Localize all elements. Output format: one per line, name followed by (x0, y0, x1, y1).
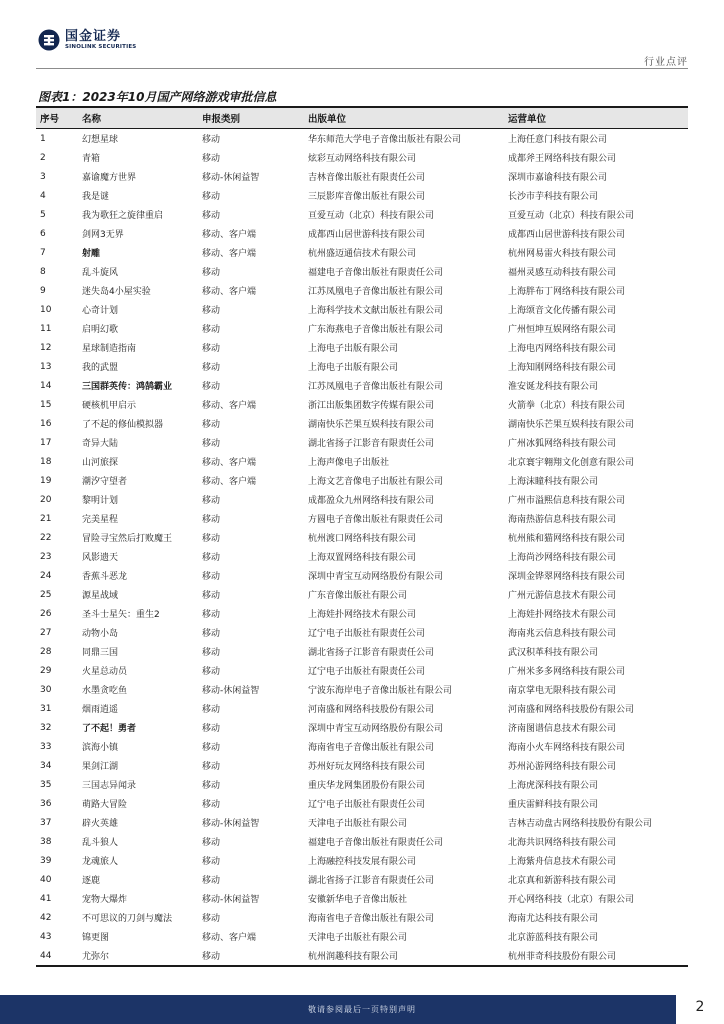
operator: 亘爱互动（北京）科技有限公司 (508, 211, 635, 221)
row-index: 23 (40, 551, 52, 562)
operator: 广州冰狐网络科技有限公司 (508, 439, 617, 449)
publisher: 海南省电子音像出版社有限公司 (308, 914, 435, 924)
game-name: 冒险寻宝然后打败魔王 (82, 534, 173, 544)
category: 移动 (202, 800, 221, 810)
publisher: 海南省电子音像出版社有限公司 (308, 743, 435, 753)
category: 移动 (202, 838, 221, 848)
category: 移动-休闲益智 (202, 895, 260, 905)
publisher: 河南盛和网络科技股份有限公司 (308, 705, 435, 715)
game-name: 三国群英传：鸿鹄霸业 (82, 382, 173, 392)
category: 移动、客户端 (202, 933, 257, 943)
publisher: 福建电子音像出版社有限责任公司 (308, 838, 444, 848)
table-row (36, 452, 688, 471)
category: 移动 (202, 876, 221, 886)
publisher: 吉林音像出版社有限责任公司 (308, 173, 426, 183)
row-index: 22 (40, 532, 52, 543)
row-index: 13 (40, 361, 52, 372)
operator: 海南尤达科技有限公司 (508, 914, 599, 924)
row-index: 12 (40, 342, 52, 353)
operator: 广州元游信息技术有限公司 (508, 591, 617, 601)
publisher: 上海文艺音像电子出版社有限公司 (308, 477, 444, 487)
table-row (36, 737, 688, 756)
logo-english-name: SINOLINK SECURITIES (65, 43, 137, 50)
game-name: 源星战域 (82, 591, 119, 601)
operator: 深圳市嘉谕科技有限公司 (508, 173, 608, 183)
game-name: 锦更图 (82, 933, 110, 943)
category: 移动、客户端 (202, 249, 257, 259)
category: 移动-休闲益智 (202, 686, 260, 696)
operator: 上海知刚网络科技有限公司 (508, 363, 617, 373)
game-name: 龙魂旅人 (82, 857, 119, 867)
row-index: 19 (40, 475, 52, 486)
operator: 苏州沁游网络科技有限公司 (508, 762, 617, 772)
operator: 河南盛和网络科技股份有限公司 (508, 705, 635, 715)
publisher: 亘爱互动（北京）科技有限公司 (308, 211, 435, 221)
publisher: 杭州盛迈通信技术有限公司 (308, 249, 417, 259)
game-name: 火星总动员 (82, 667, 128, 677)
table-row (36, 148, 688, 167)
table-row (36, 718, 688, 737)
table-row (36, 490, 688, 509)
column-header-name: 名称 (78, 107, 198, 129)
category: 移动 (202, 534, 221, 544)
category: 移动 (202, 743, 221, 753)
game-name: 辟火英雄 (82, 819, 119, 829)
table-row (36, 832, 688, 851)
publisher: 湖北省扬子江影音有限责任公司 (308, 876, 435, 886)
table-row (36, 129, 688, 149)
game-name: 奇异大陆 (82, 439, 119, 449)
row-index: 38 (40, 836, 52, 847)
operator: 北京寰宇翱翔文化创意有限公司 (508, 458, 635, 468)
operator: 成都西山居世游科技有限公司 (508, 230, 626, 240)
table-row (36, 528, 688, 547)
row-index: 33 (40, 741, 52, 752)
game-name: 心奇计划 (82, 306, 119, 316)
table-row (36, 509, 688, 528)
operator: 南京掌电无限科技有限公司 (508, 686, 617, 696)
operator: 广州市溢熙信息科技有限公司 (508, 496, 626, 506)
category: 移动 (202, 762, 221, 772)
category: 移动 (198, 946, 304, 966)
table-row (36, 680, 688, 699)
publisher: 浙江出版集团数字传媒有限公司 (308, 401, 435, 411)
game-name: 完美星程 (82, 515, 119, 525)
game-name: 果剑江湖 (82, 762, 119, 772)
table-row (36, 547, 688, 566)
publisher: 三辰影库音像出版社有限公司 (308, 192, 426, 202)
category: 移动 (202, 211, 221, 221)
publisher: 上海双置网络科技有限公司 (308, 553, 417, 563)
category: 移动 (202, 553, 221, 563)
publisher: 上海电子出版有限公司 (308, 344, 399, 354)
table-row (36, 433, 688, 452)
operator: 上海虎深科技有限公司 (508, 781, 599, 791)
table-row (36, 908, 688, 927)
table-body (36, 129, 688, 967)
category: 移动 (202, 914, 221, 924)
game-name: 乱斗狼人 (82, 838, 119, 848)
game-name: 幻想星球 (82, 135, 119, 145)
game-name: 萌路大冒险 (82, 800, 128, 810)
category: 移动、客户端 (202, 477, 257, 487)
category: 移动 (202, 629, 221, 639)
operator: 北京游蓝科技有限公司 (508, 933, 599, 943)
operator: 长沙市芋科技有限公司 (508, 192, 599, 202)
operator: 开心网络科技（北京）有限公司 (508, 895, 635, 905)
game-name: 香蕉斗恶龙 (82, 572, 128, 582)
row-index: 2 (40, 152, 46, 163)
operator: 济南图谱信息技术有限公司 (508, 724, 617, 734)
table-row (36, 794, 688, 813)
column-header-operator: 运营单位 (504, 107, 688, 129)
row-index: 35 (40, 779, 52, 790)
publisher: 苏州好玩友网络科技有限公司 (308, 762, 426, 772)
page-header (0, 0, 724, 70)
publisher: 杭州渡口网络科技有限公司 (308, 534, 417, 544)
footer-disclaimer: 敬请参阅最后一页特别声明 (308, 1005, 416, 1014)
publisher: 炫彩互动网络科技有限公司 (308, 154, 417, 164)
page-number: 2 (695, 999, 705, 1015)
game-name: 我是谜 (82, 192, 110, 202)
row-index: 43 (40, 931, 52, 942)
publisher: 天津电子出版社有限公司 (308, 933, 408, 943)
table-row (36, 642, 688, 661)
publisher: 辽宁电子出版社有限责任公司 (308, 800, 426, 810)
sinolink-logo-icon (38, 29, 60, 51)
operator: 吉林吉动盘古网络科技股份有限公司 (508, 819, 653, 829)
game-name: 同鼎三国 (82, 648, 119, 658)
table-row (36, 357, 688, 376)
game-name: 了不起！勇者 (82, 724, 137, 734)
row-index: 16 (40, 418, 52, 429)
table-row (36, 243, 688, 262)
row-index: 1 (40, 133, 46, 144)
table-row (36, 946, 688, 966)
table-row (36, 224, 688, 243)
operator: 湖南快乐芒果互娱科技有限公司 (508, 420, 635, 430)
row-index: 7 (40, 247, 46, 258)
publisher: 成都西山居世游科技有限公司 (308, 230, 426, 240)
table-row (36, 889, 688, 908)
publisher: 华东师范大学电子音像出版社有限公司 (308, 135, 462, 145)
publisher: 安徽新华电子音像出版社 (308, 895, 408, 905)
category: 移动 (202, 496, 221, 506)
table-row (36, 699, 688, 718)
operator: 上海娃扑网络技术有限公司 (508, 610, 617, 620)
table-row (36, 205, 688, 224)
report-type-label: 行业点评 (644, 57, 688, 68)
game-name: 射雕 (82, 249, 101, 259)
row-index: 27 (40, 627, 52, 638)
game-name: 青箱 (82, 154, 101, 164)
operator: 上海紫舟信息技术有限公司 (508, 857, 617, 867)
row-index: 44 (36, 946, 78, 966)
column-header-publisher: 出版单位 (304, 107, 504, 129)
category: 移动 (202, 515, 221, 525)
table-row (36, 604, 688, 623)
table-row (36, 395, 688, 414)
game-name: 乱斗旋风 (82, 268, 119, 278)
table-row (36, 566, 688, 585)
operator: 广州米多多网络科技有限公司 (508, 667, 626, 677)
table-row (36, 414, 688, 433)
row-index: 21 (40, 513, 52, 524)
row-index: 42 (40, 912, 52, 923)
category: 移动-休闲益智 (202, 173, 260, 183)
publisher: 方圆电子音像出版社有限责任公司 (308, 515, 444, 525)
row-index: 10 (40, 304, 52, 315)
row-index: 29 (40, 665, 52, 676)
operator: 海南兆云信息科技有限公司 (508, 629, 617, 639)
table-row (36, 300, 688, 319)
game-name: 嘉谕魔方世界 (82, 173, 137, 183)
game-name: 星球制造指南 (82, 344, 137, 354)
category: 移动 (202, 420, 221, 430)
row-index: 18 (40, 456, 52, 467)
operator: 武汉积革科技有限公司 (508, 648, 599, 658)
row-index: 31 (40, 703, 52, 714)
operator: 上海胖布丁网络科技有限公司 (508, 287, 626, 297)
row-index: 41 (40, 893, 52, 904)
row-index: 4 (40, 190, 46, 201)
operator: 杭州网易雷火科技有限公司 (508, 249, 617, 259)
operator: 福州灵感互动科技有限公司 (508, 268, 617, 278)
game-name: 动物小岛 (82, 629, 119, 639)
category: 移动 (202, 724, 221, 734)
game-name: 滨海小镇 (82, 743, 119, 753)
operator: 上海尚沙网络科技有限公司 (508, 553, 617, 563)
row-index: 8 (40, 266, 46, 277)
publisher: 辽宁电子出版社有限责任公司 (308, 629, 426, 639)
row-index: 32 (40, 722, 52, 733)
game-approval-table-container (36, 106, 688, 967)
game-name: 我的武盟 (82, 363, 119, 373)
game-name: 水墨贪吃鱼 (82, 686, 128, 696)
category: 移动 (202, 382, 221, 392)
column-header-index: 序号 (36, 107, 78, 129)
operator: 上海电丙网络科技有限公司 (508, 344, 617, 354)
row-index: 20 (40, 494, 52, 505)
table-row (36, 756, 688, 775)
publisher: 上海科学技术文献出版社有限公司 (308, 306, 444, 316)
game-name: 了不起的修仙模拟器 (82, 420, 164, 430)
category: 移动、客户端 (202, 458, 257, 468)
table-row (36, 338, 688, 357)
row-index: 37 (40, 817, 52, 828)
table-row (36, 281, 688, 300)
category: 移动、客户端 (202, 401, 257, 411)
operator: 重庆雷鲜科技有限公司 (508, 800, 599, 810)
row-index: 9 (40, 285, 46, 296)
row-index: 15 (40, 399, 52, 410)
row-index: 34 (40, 760, 52, 771)
operator: 杭州熊和猫网络科技有限公司 (508, 534, 626, 544)
table-header-row (36, 107, 688, 129)
category: 移动 (202, 192, 221, 202)
game-name: 三国志异闻录 (82, 781, 137, 791)
game-name: 烟雨逍遥 (82, 705, 119, 715)
publisher: 广东海燕电子音像出版社有限公司 (308, 325, 444, 335)
category: 移动 (202, 344, 221, 354)
row-index: 14 (40, 380, 52, 391)
category: 移动、客户端 (202, 230, 257, 240)
column-header-category: 申报类别 (198, 107, 304, 129)
row-index: 6 (40, 228, 46, 239)
operator: 海南热游信息科技有限公司 (508, 515, 617, 525)
row-index: 24 (40, 570, 52, 581)
table-row (36, 870, 688, 889)
publisher: 湖北省扬子江影音有限责任公司 (308, 648, 435, 658)
publisher: 上海电子出版有限公司 (308, 363, 399, 373)
game-name: 风影遗天 (82, 553, 119, 563)
operator: 火箭拳（北京）科技有限公司 (508, 401, 626, 411)
publisher: 上海娃扑网络技术有限公司 (308, 610, 417, 620)
game-name: 我为歌狂之旋律重启 (82, 211, 164, 221)
category: 移动 (202, 268, 221, 278)
game-name: 潮汐守望者 (82, 477, 128, 487)
publisher: 湖南快乐芒果互娱科技有限公司 (308, 420, 435, 430)
publisher: 深圳中青宝互动网络股份有限公司 (308, 724, 444, 734)
row-index: 11 (40, 323, 52, 334)
table-row (36, 775, 688, 794)
category: 移动 (202, 439, 221, 449)
table-row (36, 262, 688, 281)
game-approval-table (36, 106, 688, 967)
category: 移动、客户端 (202, 287, 257, 297)
publisher: 湖北省扬子江影音有限责任公司 (308, 439, 435, 449)
operator: 海南小火车网络科技有限公司 (508, 743, 626, 753)
game-name: 黎明计划 (82, 496, 119, 506)
table-row (36, 851, 688, 870)
publisher: 天津电子出版社有限公司 (308, 819, 408, 829)
game-name: 剑网3无界 (82, 230, 124, 240)
category: 移动 (202, 610, 221, 620)
category: 移动 (202, 325, 221, 335)
table-row (36, 623, 688, 642)
table-row (36, 661, 688, 680)
operator: 淮安诞龙科技有限公司 (508, 382, 599, 392)
operator: 北海共识网络科技有限公司 (508, 838, 617, 848)
game-name: 不可思议的刀剑与魔法 (82, 914, 173, 924)
row-index: 40 (40, 874, 52, 885)
category: 移动 (202, 154, 221, 164)
table-row (36, 813, 688, 832)
publisher: 上海声像电子出版社 (308, 458, 390, 468)
category: 移动 (202, 857, 221, 867)
table-row (36, 167, 688, 186)
operator: 广州恒坤互娱网络有限公司 (508, 325, 617, 335)
table-title: 图表1：2023年10月国产网络游戏审批信息 (38, 90, 277, 104)
header-divider (36, 68, 688, 69)
category: 移动 (202, 363, 221, 373)
category: 移动 (202, 705, 221, 715)
publisher: 深圳中青宝互动网络股份有限公司 (308, 572, 444, 582)
table-row (36, 319, 688, 338)
category: 移动 (202, 591, 221, 601)
company-logo (38, 26, 136, 54)
row-index: 39 (40, 855, 52, 866)
category: 移动 (202, 572, 221, 582)
row-index: 5 (40, 209, 46, 220)
game-name: 迷失岛4小屋实验 (82, 287, 151, 297)
category: 移动 (202, 648, 221, 658)
row-index: 25 (40, 589, 52, 600)
game-name: 宠物大爆炸 (82, 895, 128, 905)
logo-chinese-name: 国金证券 (65, 28, 122, 44)
table-row (36, 471, 688, 490)
operator: 深圳金铧翠网络科技有限公司 (508, 572, 626, 582)
row-index: 28 (40, 646, 52, 657)
category: 移动 (202, 781, 221, 791)
operator: 上海颂音文化传播有限公司 (508, 306, 617, 316)
publisher: 广东音像出版社有限公司 (308, 591, 408, 601)
table-row (36, 376, 688, 395)
table-row (36, 585, 688, 604)
game-name: 逐鹿 (82, 876, 101, 886)
publisher: 上海融控科技发展有限公司 (308, 857, 417, 867)
table-row (36, 186, 688, 205)
game-name: 硬核机甲启示 (82, 401, 137, 411)
operator: 北京真和新游科技有限公司 (508, 876, 617, 886)
table-row (36, 927, 688, 946)
row-index: 3 (40, 171, 46, 182)
row-index: 30 (40, 684, 52, 695)
game-name: 圣斗士星矢：重生2 (82, 610, 160, 620)
category: 移动 (202, 306, 221, 316)
game-name: 启明幻歌 (82, 325, 119, 335)
row-index: 36 (40, 798, 52, 809)
publisher: 福建电子音像出版社有限责任公司 (308, 268, 444, 278)
publisher: 江苏凤凰电子音像出版社有限公司 (308, 287, 444, 297)
publisher: 重庆华龙网集团股份有限公司 (308, 781, 426, 791)
publisher: 宁波东海岸电子音像出版社有限公司 (308, 686, 453, 696)
operator: 上海沫瞳科技有限公司 (508, 477, 599, 487)
publisher: 江苏凤凰电子音像出版社有限公司 (308, 382, 444, 392)
category: 移动-休闲益智 (202, 819, 260, 829)
row-index: 26 (40, 608, 52, 619)
operator: 成都斧王网络科技有限公司 (508, 154, 617, 164)
game-name: 山河旅探 (82, 458, 119, 468)
publisher: 辽宁电子出版社有限责任公司 (308, 667, 426, 677)
row-index: 17 (40, 437, 52, 448)
game-name: 尤弥尔 (78, 946, 198, 966)
publisher: 杭州润趣科技有限公司 (304, 946, 504, 966)
category: 移动 (202, 135, 221, 145)
category: 移动 (202, 667, 221, 677)
operator: 杭州菲奇科技股份有限公司 (504, 946, 688, 966)
publisher: 成都盈众九州网络科技有限公司 (308, 496, 435, 506)
operator: 上海任意门科技有限公司 (508, 135, 608, 145)
